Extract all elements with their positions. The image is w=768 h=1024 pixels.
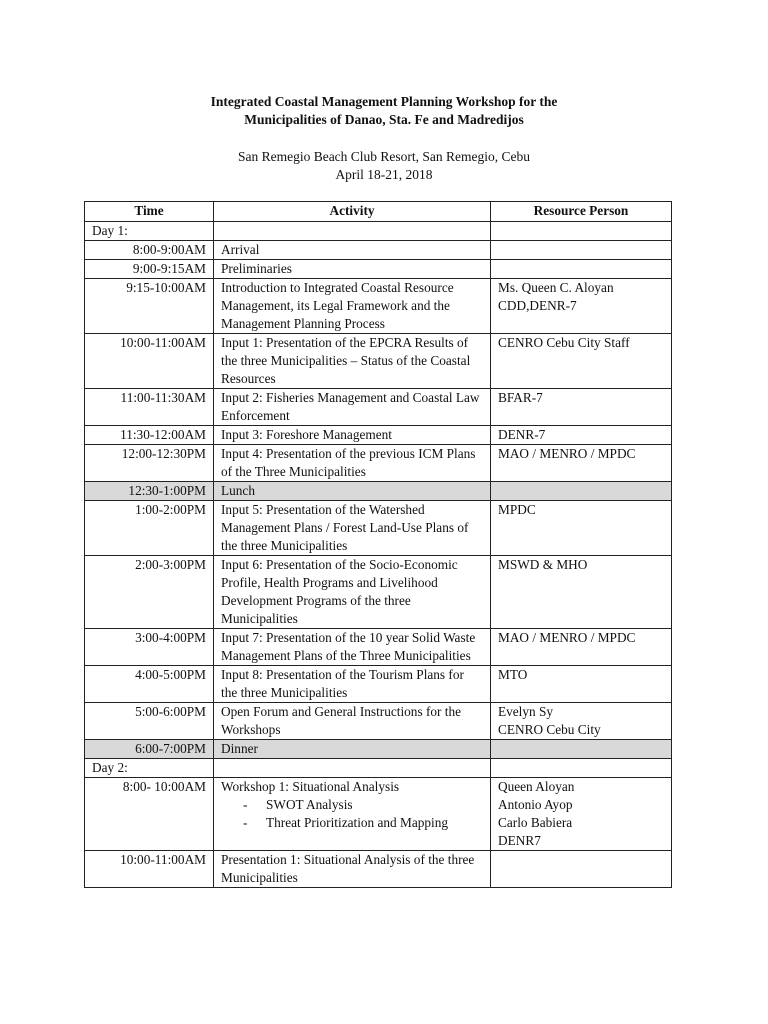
resource-person-cell: MAO / MENRO / MPDC <box>491 629 672 666</box>
resource-person-cell: DENR-7 <box>491 426 672 445</box>
resource-person-cell <box>491 851 672 888</box>
activity-cell <box>214 778 491 851</box>
venue-name: San Remegio Beach Club Resort, San Remegio, Cebu <box>237 149 531 164</box>
activity-cell: Lunch <box>214 482 491 501</box>
empty-cell <box>214 759 491 778</box>
activity-cell: Input 6: Presentation of the Socio-Economic Profile, Health Programs and Livelihood Development Programs of the three Municipalities <box>214 556 491 629</box>
resource-person-line: Carlo Babiera <box>498 815 573 830</box>
resource-person-line: Antonio Ayop <box>498 797 573 812</box>
column-header-time: Time <box>85 202 214 222</box>
time-cell: 9:15-10:00AM <box>85 279 214 334</box>
table-row <box>85 629 672 666</box>
activity-cell: Preliminaries <box>214 260 491 279</box>
bullet-text: SWOT Analysis <box>266 797 353 812</box>
time-cell: 3:00-4:00PM <box>85 629 214 666</box>
resource-person-cell: MAO / MENRO / MPDC <box>491 445 672 482</box>
day-row <box>85 759 672 778</box>
time-cell: 11:30-12:00AM <box>85 426 214 445</box>
bullet-dash: - <box>243 815 248 830</box>
activity-cell: Input 3: Foreshore Management <box>214 426 491 445</box>
resource-person-cell: CENRO Cebu City Staff <box>491 334 672 389</box>
day-label: Day 1: <box>85 222 214 241</box>
activity-bullet-item <box>221 796 483 814</box>
activity-cell: Input 2: Fisheries Management and Coastal Law Enforcement <box>214 389 491 426</box>
activity-bullet-item <box>221 814 483 832</box>
table-row <box>85 279 672 334</box>
table-row <box>85 445 672 482</box>
resource-person-cell <box>491 778 672 851</box>
day-row <box>85 222 672 241</box>
activity-cell: Input 8: Presentation of the Tourism Plans for the three Municipalities <box>214 666 491 703</box>
table-header-row <box>85 202 672 222</box>
table-row <box>85 666 672 703</box>
day-label: Day 2: <box>85 759 214 778</box>
time-cell: 12:30-1:00PM <box>85 482 214 501</box>
resource-person-line: Queen Aloyan <box>498 779 575 794</box>
table-row <box>85 241 672 260</box>
resource-person-cell: MPDC <box>491 501 672 556</box>
activity-cell: Dinner <box>214 740 491 759</box>
schedule-body <box>85 222 672 888</box>
time-cell: 8:00-9:00AM <box>85 241 214 260</box>
time-cell: 12:00-12:30PM <box>85 445 214 482</box>
bullet-dash: - <box>243 797 248 812</box>
table-row <box>85 703 672 740</box>
time-cell: 2:00-3:00PM <box>85 556 214 629</box>
resource-person-line: CENRO Cebu City <box>498 722 601 737</box>
empty-cell <box>491 222 672 241</box>
time-cell: 11:00-11:30AM <box>85 389 214 426</box>
resource-person-cell <box>491 703 672 740</box>
time-cell: 5:00-6:00PM <box>85 703 214 740</box>
activity-cell: Input 4: Presentation of the previous ICM Plans of the Three Municipalities <box>214 445 491 482</box>
activity-cell: Input 5: Presentation of the Watershed Management Plans / Forest Land-Use Plans of the three Municipalities <box>214 501 491 556</box>
time-cell: 6:00-7:00PM <box>85 740 214 759</box>
title-line-2: Municipalities of Danao, Sta. Fe and Madredijos <box>244 112 524 127</box>
activity-cell: Introduction to Integrated Coastal Resource Management, its Legal Framework and the Management Planning Process <box>214 279 491 334</box>
table-row <box>85 501 672 556</box>
schedule-table <box>84 201 672 888</box>
resource-person-cell <box>491 260 672 279</box>
event-dates: April 18-21, 2018 <box>335 167 433 182</box>
resource-person-cell: MSWD & MHO <box>491 556 672 629</box>
table-row <box>85 334 672 389</box>
column-header-activity: Activity <box>214 202 491 222</box>
resource-person-cell: Ms. Queen C. Aloyan CDD,DENR-7 <box>491 279 672 334</box>
time-cell: 4:00-5:00PM <box>85 666 214 703</box>
table-row <box>85 426 672 445</box>
resource-person-cell <box>491 482 672 501</box>
activity-bullet-list <box>221 796 483 832</box>
resource-person-cell <box>491 241 672 260</box>
activity-cell: Presentation 1: Situational Analysis of the three Municipalities <box>214 851 491 888</box>
title-line-1: Integrated Coastal Management Planning Workshop for the <box>210 94 558 109</box>
activity-title: Workshop 1: Situational Analysis <box>221 779 400 794</box>
time-cell: 8:00- 10:00AM <box>85 778 214 851</box>
empty-cell <box>491 759 672 778</box>
resource-person-cell: BFAR-7 <box>491 389 672 426</box>
activity-cell: Arrival <box>214 241 491 260</box>
document-title <box>0 93 768 129</box>
resource-person-cell: MTO <box>491 666 672 703</box>
table-row <box>85 556 672 629</box>
empty-cell <box>214 222 491 241</box>
activity-cell: Input 7: Presentation of the 10 year Solid Waste Management Plans of the Three Municipalities <box>214 629 491 666</box>
time-cell: 10:00-11:00AM <box>85 851 214 888</box>
column-header-resource-person: Resource Person <box>491 202 672 222</box>
table-row <box>85 851 672 888</box>
bullet-text: Threat Prioritization and Mapping <box>266 815 449 830</box>
time-cell: 9:00-9:15AM <box>85 260 214 279</box>
activity-cell: Open Forum and General Instructions for the Workshops <box>214 703 491 740</box>
time-cell: 1:00-2:00PM <box>85 501 214 556</box>
table-row <box>85 740 672 759</box>
resource-person-line: DENR7 <box>498 833 541 848</box>
activity-cell: Input 1: Presentation of the EPCRA Results of the three Municipalities – Status of the Coastal Resources <box>214 334 491 389</box>
resource-person-line: Evelyn Sy <box>498 704 554 719</box>
venue-block <box>0 148 768 184</box>
time-cell: 10:00-11:00AM <box>85 334 214 389</box>
table-row <box>85 778 672 851</box>
resource-person-cell <box>491 740 672 759</box>
table-row <box>85 389 672 426</box>
table-row <box>85 260 672 279</box>
table-row <box>85 482 672 501</box>
